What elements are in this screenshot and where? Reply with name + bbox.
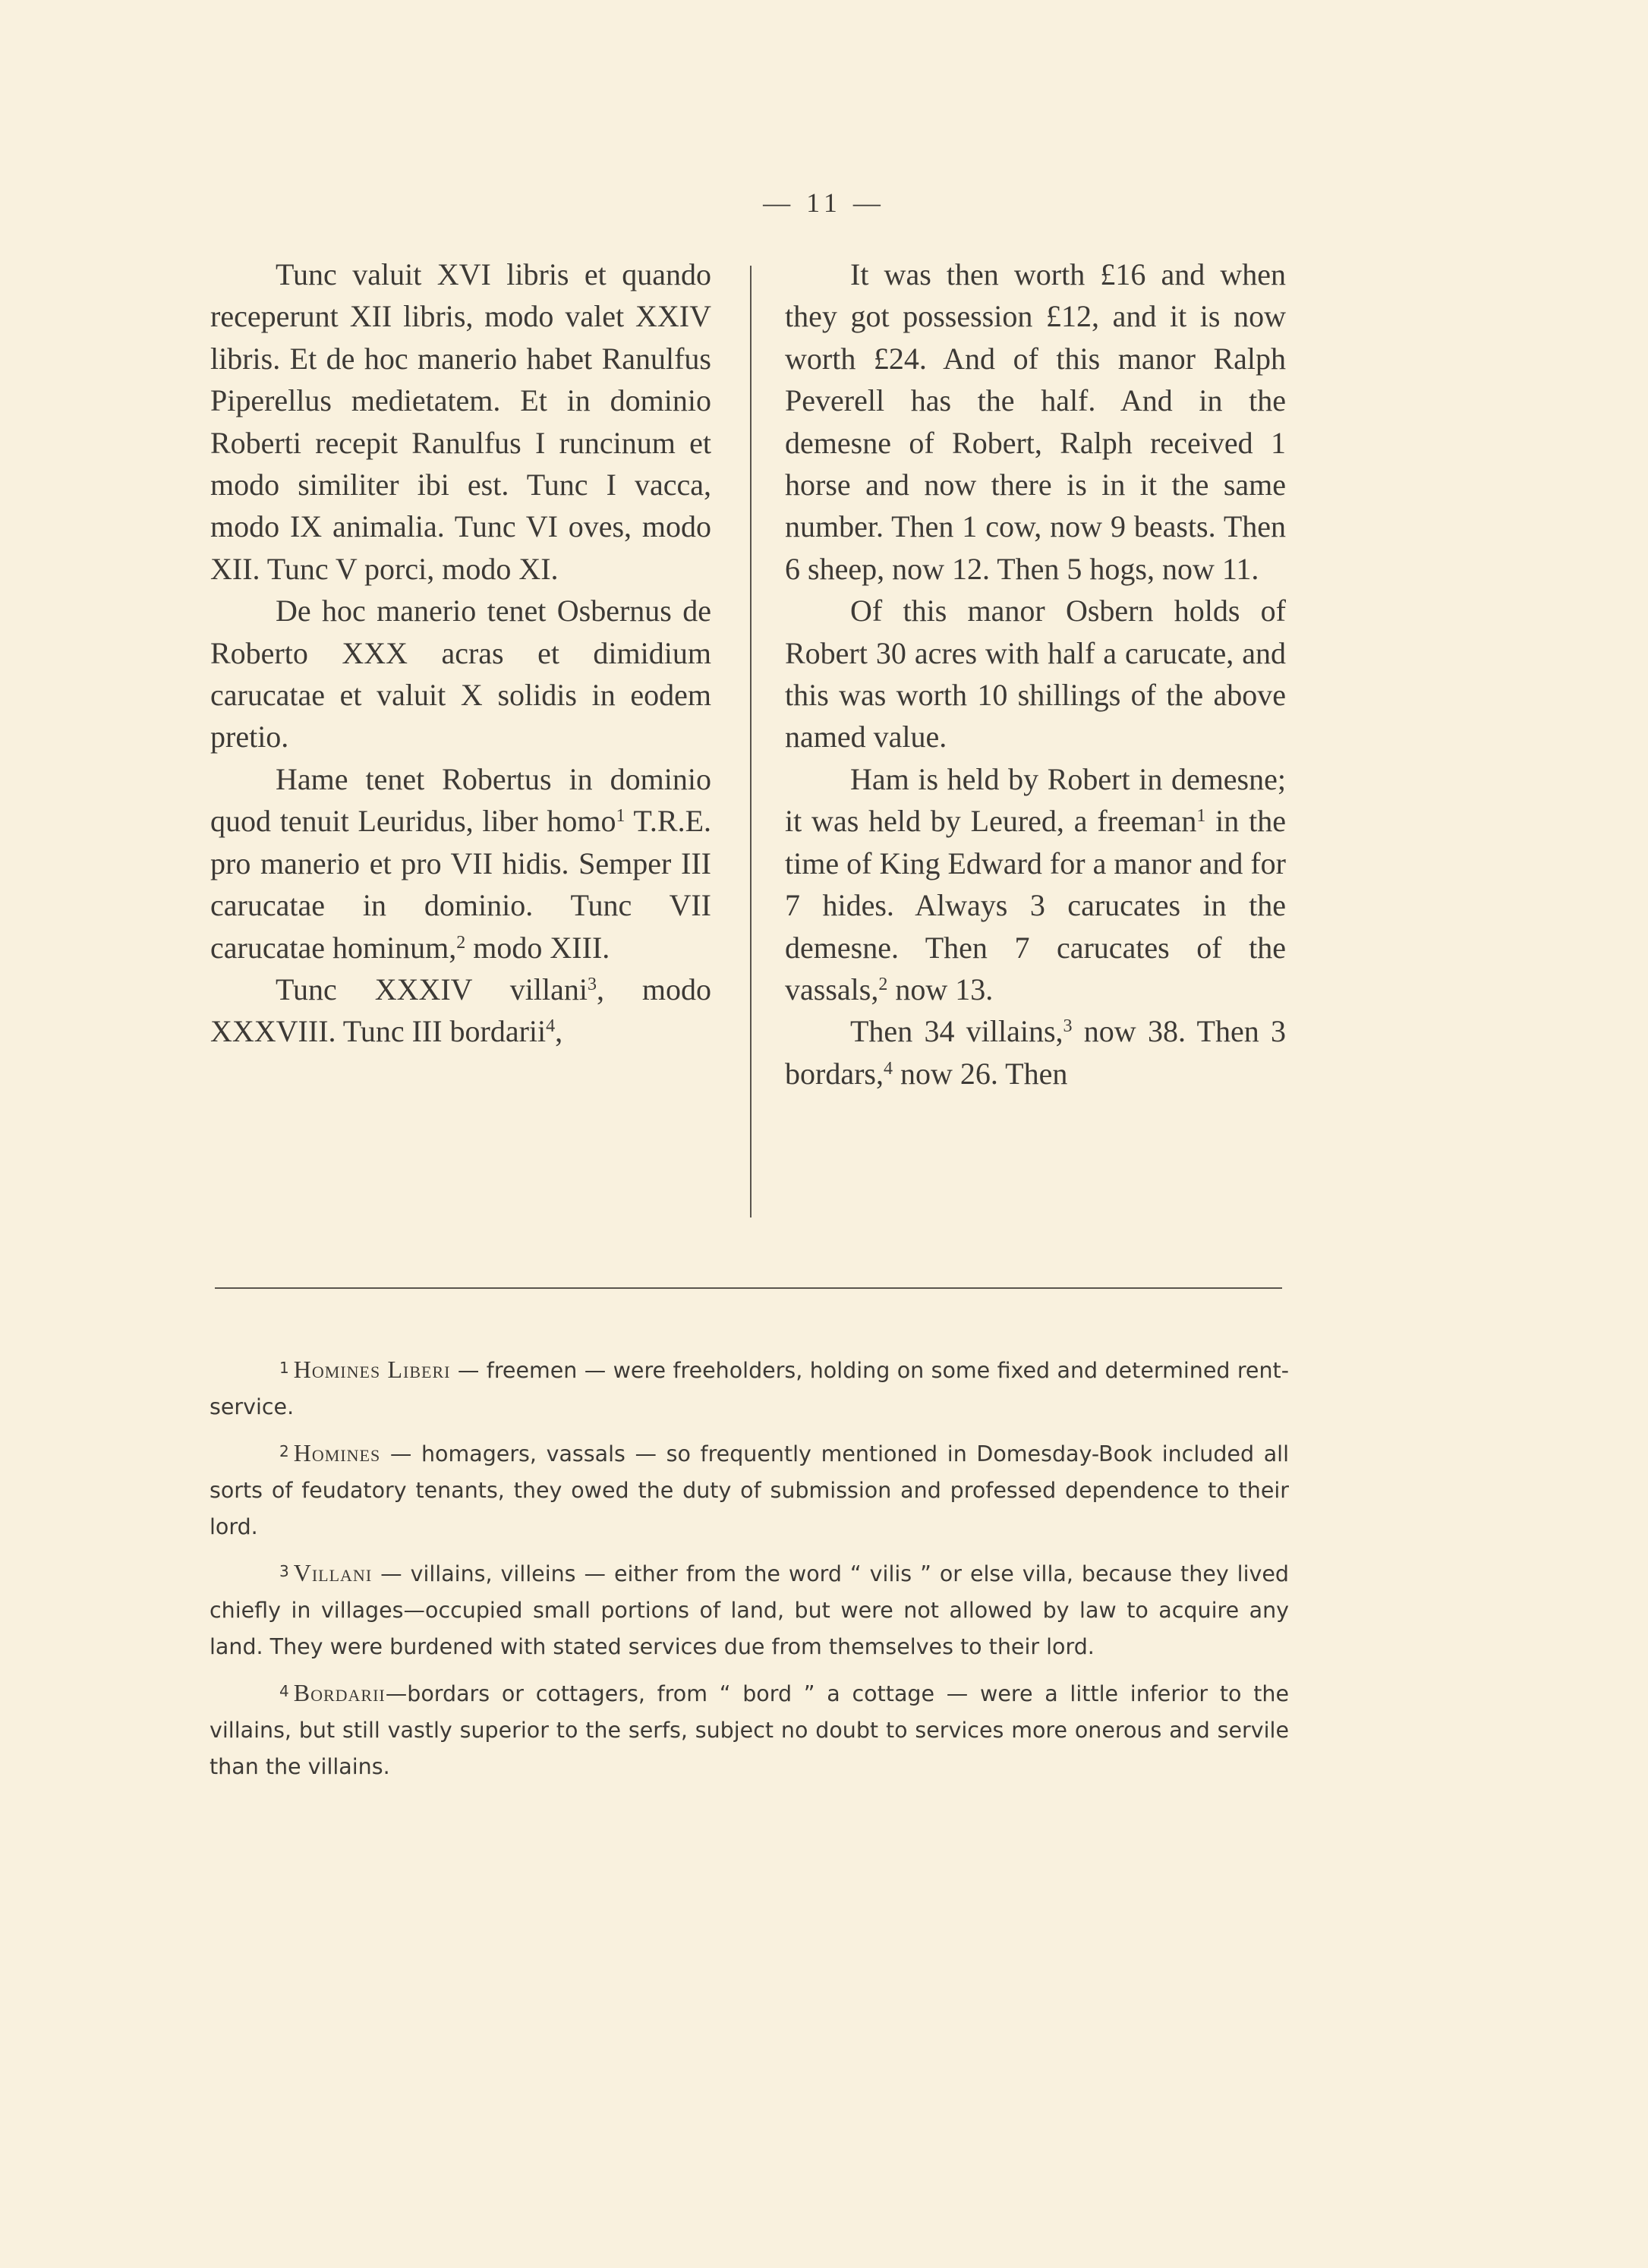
english-paragraph-2: Of this manor Osbern holds of Robert 30 acres with half a carucate, and this was worth 10 shillings of the above named value.	[785, 594, 1286, 754]
footnote-term: Homines	[293, 1439, 381, 1466]
footnote-term: Bordarii	[293, 1679, 386, 1706]
footnote-mark: 2	[279, 1442, 289, 1460]
footnote-text: — freemen — were freeholders, holding on some fixed and determined rent-service.	[210, 1358, 1289, 1419]
english-paragraph-1: It was then worth £16 and when they got possession £12, and it is now worth £24. And of this manor Ralph Peverell has the half. And in the demesne of Robert, Ralph received 1 horse and now there is in it the same number. Then 1 cow, now 9 beasts. Then 6 sheep, now 12. Then 5 hogs, now 11.	[785, 257, 1286, 586]
latin-paragraph-1: Tunc valuit XVI libris et quando receperunt XII libris, modo valet XXIV libris. Et de hoc manerio habet Ranulfus Piperellus medietatem. Et in dominio Roberti recepit Ranulfus I runcinum et modo similiter ibi est. Tunc I vacca, modo IX animalia. Tunc VI oves, modo XII. Tunc V porci, modo XI.	[210, 257, 711, 586]
english-paragraph-3	[785, 758, 1286, 1010]
english-paragraph-4-text-a: Then 34 villains,	[850, 1014, 1063, 1049]
footnote-ref[interactable]: 4	[546, 1016, 556, 1037]
footnote-text: —bordars or cottagers, from “ bord ” a cottage — were a little inferior to the villains, but still vastly superior to the serfs, subject no doubt to services more onerous and servile than the villains.	[210, 1681, 1289, 1779]
latin-paragraph-3-text-a: Hame tenet Robertus in dominio quod tenuit Leuridus, liber homo	[210, 761, 711, 839]
latin-paragraph-4-text-c: ,	[555, 1014, 563, 1049]
english-paragraph-3-text-c: now 13.	[887, 972, 994, 1006]
footnote-ref[interactable]: 3	[587, 974, 597, 994]
latin-paragraph-3	[210, 758, 711, 969]
english-paragraph-4	[785, 1010, 1286, 1095]
footnote-text: — villains, villeins — either from the word “ vilis ” or else villa, because they lived chiefly in villages—occupied small portions of land, but were not allowed by law to acquire any land. They were burdened with stated services due from themselves to their lord.	[210, 1561, 1289, 1659]
latin-paragraph-3-text-c: modo XIII.	[465, 930, 610, 965]
latin-paragraph-3-text-b: T.R.E. pro manerio et pro VII hidis. Semper III carucatae in dominio. Tunc VII carucatae hominum,	[210, 804, 711, 965]
footnote-ref[interactable]: 3	[1063, 1016, 1073, 1037]
latin-column	[210, 254, 711, 1053]
latin-paragraph-4-text-b: , modo XXXVIII. Tunc III bordarii	[210, 972, 711, 1049]
latin-paragraph-2: De hoc manerio tenet Osbernus de Roberto XXX acras et dimidium carucatae et valuit X solidis in eodem pretio.	[210, 594, 711, 754]
column-divider	[750, 266, 752, 1217]
footnote-text: — homagers, vassals — so frequently mentioned in Domesday-Book included all sorts of feudatory tenants, they owed the duty of submission and professed dependence to their lord.	[210, 1441, 1289, 1539]
footnote-ref[interactable]: 4	[883, 1058, 893, 1079]
latin-paragraph-4	[210, 969, 711, 1053]
footnote	[210, 1351, 1289, 1425]
footnote-mark: 4	[279, 1682, 289, 1700]
footnote	[210, 1555, 1289, 1665]
footnote-term: Homines Liberi	[293, 1356, 451, 1383]
footnote-rule	[215, 1287, 1282, 1289]
footnote-ref[interactable]: 1	[1196, 806, 1206, 827]
english-paragraph-4-text-c: now 26. Then	[892, 1056, 1068, 1091]
footnote-ref[interactable]: 2	[456, 932, 466, 953]
footnote-mark: 3	[279, 1562, 289, 1580]
english-paragraph-3-text-a: Ham is held by Robert in demesne; it was held by Leured, a freeman	[785, 761, 1286, 839]
footnote-ref[interactable]: 2	[878, 974, 888, 994]
footnote-mark: 1	[279, 1359, 289, 1377]
footnote	[210, 1674, 1289, 1785]
footnotes	[210, 1351, 1289, 1794]
english-paragraph-3-text-b: in the time of King Edward for a manor and for 7 hides. Always 3 carucates in the demesne. Then 7 carucates of the vassals,	[785, 804, 1286, 1006]
footnote	[210, 1435, 1289, 1545]
english-column	[785, 254, 1286, 1095]
latin-paragraph-4-text-a: Tunc XXXIV villani	[276, 972, 588, 1006]
page-number: — 11 —	[763, 187, 885, 218]
footnote-term: Villani	[293, 1559, 373, 1586]
footnote-ref[interactable]: 1	[616, 806, 625, 827]
english-paragraph-4-text-b: now 38. Then 3 bordars,	[785, 1014, 1286, 1091]
